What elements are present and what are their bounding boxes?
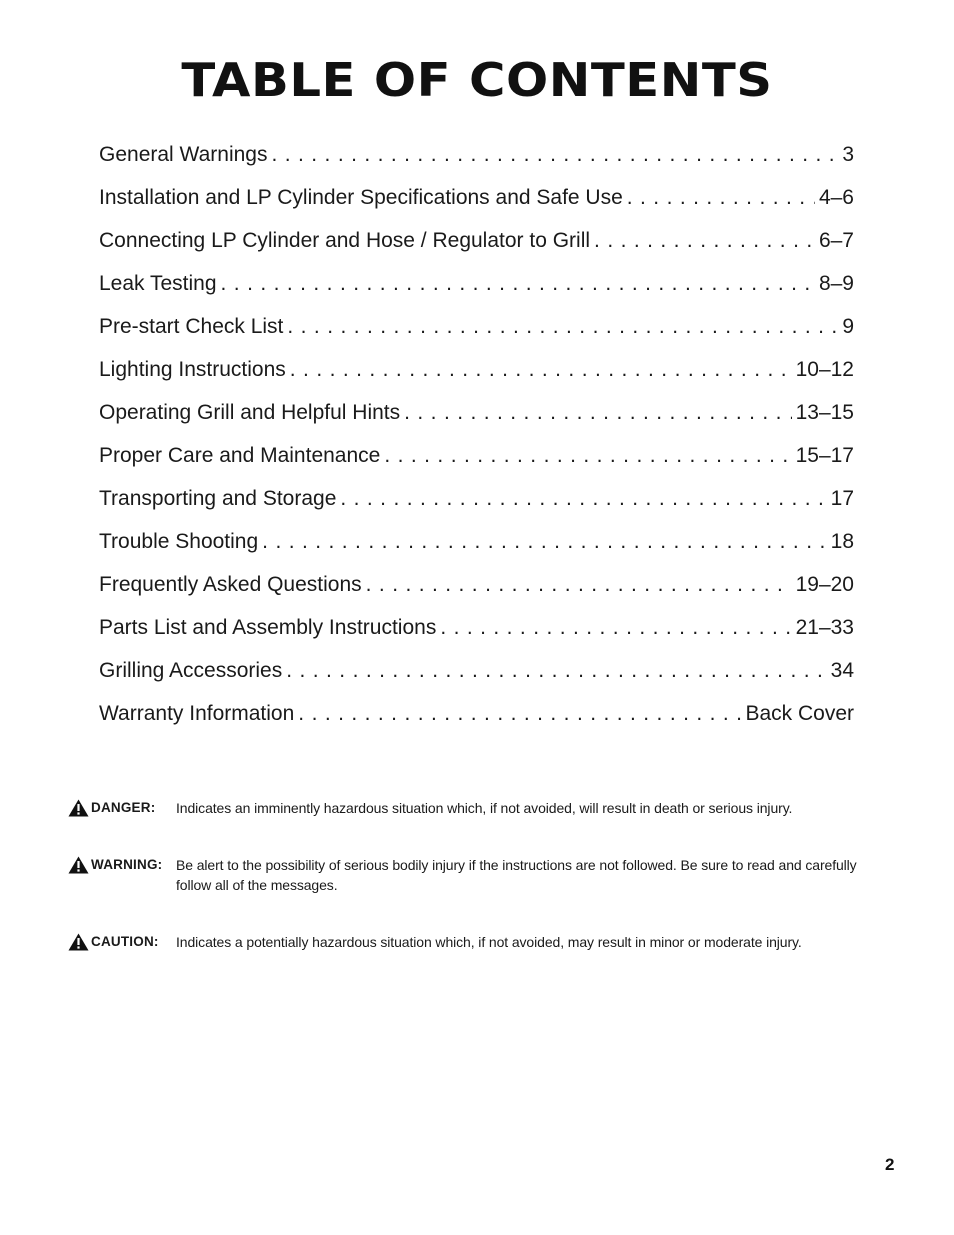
toc-dot-leader (271, 138, 838, 172)
toc-entry-title: Operating Grill and Helpful Hints (99, 401, 401, 424)
toc-entry-page: 34 (830, 659, 854, 682)
toc-entry-page: 18 (830, 530, 854, 553)
warning-triangle-icon (68, 856, 89, 874)
toc-entry-faq[interactable] (99, 568, 854, 611)
toc-entry-general-warnings[interactable] (99, 138, 854, 181)
caution-label: CAUTION: (91, 934, 159, 949)
warning-triangle-icon (68, 933, 89, 951)
toc-entry-transporting-storage[interactable] (99, 482, 854, 525)
toc-dot-leader (594, 224, 815, 258)
toc-dot-leader (384, 439, 791, 473)
toc-entry-installation[interactable] (99, 181, 854, 224)
toc-entry-title: General Warnings (99, 143, 268, 166)
danger-label: DANGER: (91, 800, 156, 815)
caution-notice (68, 932, 858, 952)
toc-entry-page: Back Cover (745, 702, 854, 725)
toc-dot-leader (440, 611, 791, 645)
danger-text: Indicates an imminently hazardous situation which, if not avoided, will result in death or serious injury. (176, 800, 793, 816)
toc-entry-grilling-accessories[interactable] (99, 654, 854, 697)
warning-notice (68, 855, 858, 895)
toc-entry-title: Connecting LP Cylinder and Hose / Regulator to Grill (99, 229, 591, 252)
safety-notices (68, 798, 858, 952)
page-number: 2 (885, 1155, 895, 1174)
toc-entry-title: Installation and LP Cylinder Specifications and Safe Use (99, 186, 623, 209)
toc-entry-title: Parts List and Assembly Instructions (99, 616, 437, 639)
caution-text: Indicates a potentially hazardous situation which, if not avoided, may result in minor or moderate injury. (176, 934, 802, 950)
toc-entry-care-maintenance[interactable] (99, 439, 854, 482)
toc-entry-page: 13–15 (795, 401, 854, 424)
toc-dot-leader (286, 654, 826, 688)
toc-entry-title: Frequently Asked Questions (99, 573, 362, 596)
toc-entry-parts-list[interactable] (99, 611, 854, 654)
toc-entry-title: Trouble Shooting (99, 530, 259, 553)
toc-entry-page: 17 (830, 487, 854, 510)
warning-triangle-icon (68, 799, 89, 817)
toc-entry-connecting-cylinder[interactable] (99, 224, 854, 267)
toc-entry-page: 9 (842, 315, 854, 338)
toc-dot-leader (627, 181, 815, 215)
toc-entry-title: Lighting Instructions (99, 358, 286, 381)
danger-notice (68, 798, 858, 818)
toc-entry-page: 15–17 (795, 444, 854, 467)
toc-dot-leader (221, 267, 815, 301)
toc-entry-title: Grilling Accessories (99, 659, 283, 682)
toc-entry-trouble-shooting[interactable] (99, 525, 854, 568)
warning-text: Be alert to the possibility of serious bodily injury if the instructions are not followed. Be sure to read and carefully follow all of the messages. (176, 857, 857, 893)
toc-dot-leader (290, 353, 792, 387)
toc-entry-page: 10–12 (795, 358, 854, 381)
toc-dot-leader (366, 568, 792, 602)
toc-entry-title: Warranty Information (99, 702, 295, 725)
toc-entry-page: 6–7 (818, 229, 854, 252)
toc-entry-title: Proper Care and Maintenance (99, 444, 381, 467)
page-title: TABLE OF CONTENTS (181, 53, 773, 107)
toc-entry-pre-start-check-list[interactable] (99, 310, 854, 353)
toc-entry-lighting-instructions[interactable] (99, 353, 854, 396)
toc-dot-leader (287, 310, 838, 344)
toc-dot-leader (340, 482, 826, 516)
toc-entry-page: 21–33 (795, 616, 854, 639)
table-of-contents (99, 138, 854, 740)
toc-entry-operating-grill[interactable] (99, 396, 854, 439)
toc-entry-page: 8–9 (818, 272, 854, 295)
toc-entry-page: 19–20 (795, 573, 854, 596)
toc-dot-leader (298, 697, 741, 731)
toc-dot-leader (262, 525, 826, 559)
toc-entry-warranty[interactable] (99, 697, 854, 740)
toc-entry-page: 3 (842, 143, 854, 166)
toc-dot-leader (404, 396, 791, 430)
toc-entry-title: Leak Testing (99, 272, 217, 295)
toc-entry-title: Pre-start Check List (99, 315, 284, 338)
toc-entry-title: Transporting and Storage (99, 487, 337, 510)
toc-entry-leak-testing[interactable] (99, 267, 854, 310)
warning-label-group (68, 855, 176, 875)
warning-label: WARNING: (91, 857, 163, 872)
caution-label-group (68, 932, 176, 952)
toc-entry-page: 4–6 (818, 186, 854, 209)
danger-label-group (68, 798, 176, 818)
